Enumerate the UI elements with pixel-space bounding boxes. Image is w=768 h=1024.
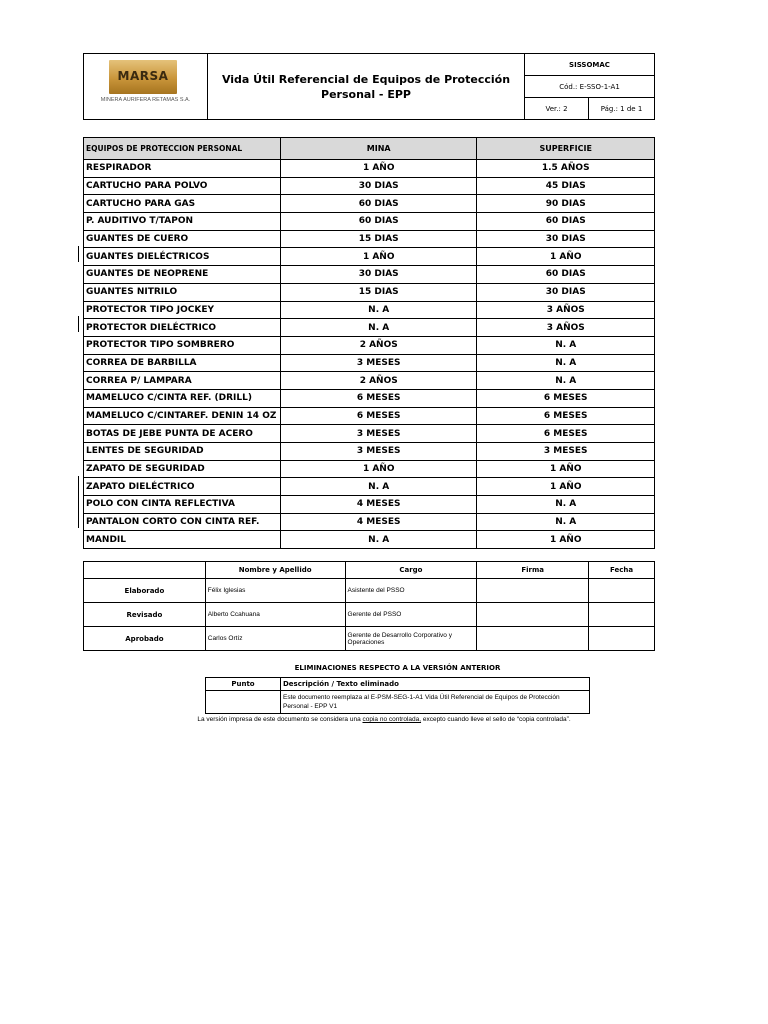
equipment-name: BOTAS DE JEBE PUNTA DE ACERO [84,425,281,443]
superficie-value: 1 AÑO [477,460,655,478]
superficie-value: 1 AÑO [477,478,655,496]
elimination-row [206,691,590,714]
table-row [84,407,655,425]
mina-value: 60 DIAS [280,195,476,213]
marsa-logo [109,60,177,94]
approval-table [83,561,655,651]
mina-value: 6 MESES [280,389,476,407]
superficie-value: 3 AÑOS [477,301,655,319]
eliminations-header-row [206,678,590,691]
approver-signature [477,579,589,603]
table-row [84,478,655,496]
table-header-row [84,138,655,160]
equipment-name: CORREA DE BARBILLA [84,354,281,372]
approval-date [589,579,655,603]
mina-value: 30 DIAS [280,266,476,284]
epp-lifetime-table [83,137,655,549]
approval-date [589,603,655,627]
superficie-value: 1 AÑO [477,531,655,549]
approver-name: Carlos Ortíz [205,627,345,651]
table-row [84,336,655,354]
equipment-name: GUANTES DE NEOPRENE [84,266,281,284]
column-header-mina: MINA [280,138,476,160]
superficie-value: 3 MESES [477,443,655,461]
equipment-name: PROTECTOR TIPO JOCKEY [84,301,281,319]
mina-value: 3 MESES [280,425,476,443]
document-version: Ver.: 2 [525,98,589,120]
equipment-name: GUANTES DIELÉCTRICOS [84,248,281,266]
table-row [84,248,655,266]
table-row [84,513,655,531]
superficie-value: 60 DIAS [477,213,655,231]
approval-row [84,603,655,627]
equipment-name: LENTES DE SEGURIDAD [84,443,281,461]
footnote-underlined: copia no controlada, [362,716,422,723]
table-row [84,213,655,231]
superficie-value: N. A [477,372,655,390]
approval-stage: Elaborado [84,579,206,603]
superficie-value: 6 MESES [477,389,655,407]
superficie-value: 6 MESES [477,425,655,443]
table-row [84,301,655,319]
mina-value: 4 MESES [280,513,476,531]
document-code: Cód.: E-SSO-1-A1 [525,76,655,98]
equipment-name: POLO CON CINTA REFLECTIVA [84,496,281,514]
eliminations-table [205,677,590,714]
superficie-value: 1 AÑO [477,248,655,266]
superficie-value: N. A [477,336,655,354]
table-row [84,443,655,461]
approval-stage: Aprobado [84,627,206,651]
table-row [84,266,655,284]
superficie-value: N. A [477,513,655,531]
table-row [84,195,655,213]
table-row [84,319,655,337]
equipment-name: MAMELUCO C/CINTAREF. DENIN 14 OZ [84,407,281,425]
table-row [84,496,655,514]
document-title: Vida Útil Referencial de Equipos de Protección Personal - EPP [208,54,525,120]
eliminations-header-description: Descripción / Texto eliminado [281,678,590,691]
equipment-name: PROTECTOR TIPO SOMBRERO [84,336,281,354]
approver-name: Félix Iglesias [205,579,345,603]
document-header [83,53,655,120]
table-row [84,460,655,478]
approval-header-date: Fecha [589,562,655,579]
superficie-value: 90 DIAS [477,195,655,213]
table-row [84,177,655,195]
logo-text: MARSA [117,69,169,83]
approval-header-name: Nombre y Apellido [205,562,345,579]
superficie-value: 6 MESES [477,407,655,425]
mina-value: 30 DIAS [280,177,476,195]
approval-header-row [84,562,655,579]
page-number: Pág.: 1 de 1 [589,98,655,120]
mina-value: 2 AÑOS [280,372,476,390]
superficie-value: 45 DIAS [477,177,655,195]
mina-value: 4 MESES [280,496,476,514]
equipment-name: ZAPATO DE SEGURIDAD [84,460,281,478]
system-name: SISSOMAC [525,54,655,76]
superficie-value: 30 DIAS [477,283,655,301]
margin-mark [78,246,79,262]
mina-value: 3 MESES [280,354,476,372]
superficie-value: N. A [477,354,655,372]
table-row [84,354,655,372]
equipment-name: CARTUCHO PARA GAS [84,195,281,213]
mina-value: 60 DIAS [280,213,476,231]
table-row [84,425,655,443]
equipment-name: MAMELUCO C/CINTA REF. (DRILL) [84,389,281,407]
approval-header-signature: Firma [477,562,589,579]
mina-value: N. A [280,531,476,549]
superficie-value: 3 AÑOS [477,319,655,337]
column-header-equipment: EQUIPOS DE PROTECCION PERSONAL [84,138,281,160]
superficie-value: 1.5 AÑOS [477,160,655,178]
approval-row [84,627,655,651]
approver-role: Asistente del PSSO [345,579,477,603]
footnote-text: La versión impresa de este documento se considera una [197,716,363,723]
approver-role: Gerente de Desarrollo Corporativo y Operaciones [345,627,477,651]
footnote-text-end: excepto cuando lleve el sello de “copia controlada”. [421,716,571,723]
approval-stage: Revisado [84,603,206,627]
equipment-name: CORREA P/ LAMPARA [84,372,281,390]
equipment-name: ZAPATO DIELÉCTRICO [84,478,281,496]
equipment-name: PANTALON CORTO CON CINTA REF. [84,513,281,531]
approver-role: Gerente del PSSO [345,603,477,627]
margin-mark [78,476,79,528]
equipment-name: PROTECTOR DIELÉCTRICO [84,319,281,337]
column-header-superficie: SUPERFICIE [477,138,655,160]
mina-value: N. A [280,301,476,319]
equipment-name: GUANTES DE CUERO [84,230,281,248]
approval-header-blank [84,562,206,579]
elimination-point [206,691,281,714]
table-row [84,531,655,549]
superficie-value: 30 DIAS [477,230,655,248]
table-row [84,160,655,178]
approver-signature [477,627,589,651]
equipment-name: MANDIL [84,531,281,549]
mina-value: 15 DIAS [280,283,476,301]
mina-value: 15 DIAS [280,230,476,248]
mina-value: 1 AÑO [280,248,476,266]
mina-value: 6 MESES [280,407,476,425]
eliminations-title: ELIMINACIONES RESPECTO A LA VERSIÓN ANTERIOR [294,664,501,672]
eliminations-header-point: Punto [206,678,281,691]
logo-cell [84,54,208,120]
approver-signature [477,603,589,627]
elimination-description: Este documento reemplaza al E-PSM-SEG-1-A1 Vida Útil Referencial de Equipos de Protección Personal - EPP V1 [281,691,590,714]
mina-value: 2 AÑOS [280,336,476,354]
approver-name: Alberto Ccahuana [205,603,345,627]
margin-mark [78,316,79,332]
mina-value: N. A [280,478,476,496]
mina-value: N. A [280,319,476,337]
approval-row [84,579,655,603]
equipment-name: CARTUCHO PARA POLVO [84,177,281,195]
equipment-name: RESPIRADOR [84,160,281,178]
approval-header-role: Cargo [345,562,477,579]
approval-date [589,627,655,651]
table-row [84,230,655,248]
superficie-value: 60 DIAS [477,266,655,284]
table-row [84,283,655,301]
mina-value: 3 MESES [280,443,476,461]
table-row [84,389,655,407]
logo-subtitle: MINERA AURIFERA RETAMAS S.A. [100,97,191,103]
equipment-name: P. AUDITIVO T/TAPON [84,213,281,231]
superficie-value: N. A [477,496,655,514]
footnote [83,716,685,723]
equipment-name: GUANTES NITRILO [84,283,281,301]
mina-value: 1 AÑO [280,460,476,478]
table-row [84,372,655,390]
mina-value: 1 AÑO [280,160,476,178]
